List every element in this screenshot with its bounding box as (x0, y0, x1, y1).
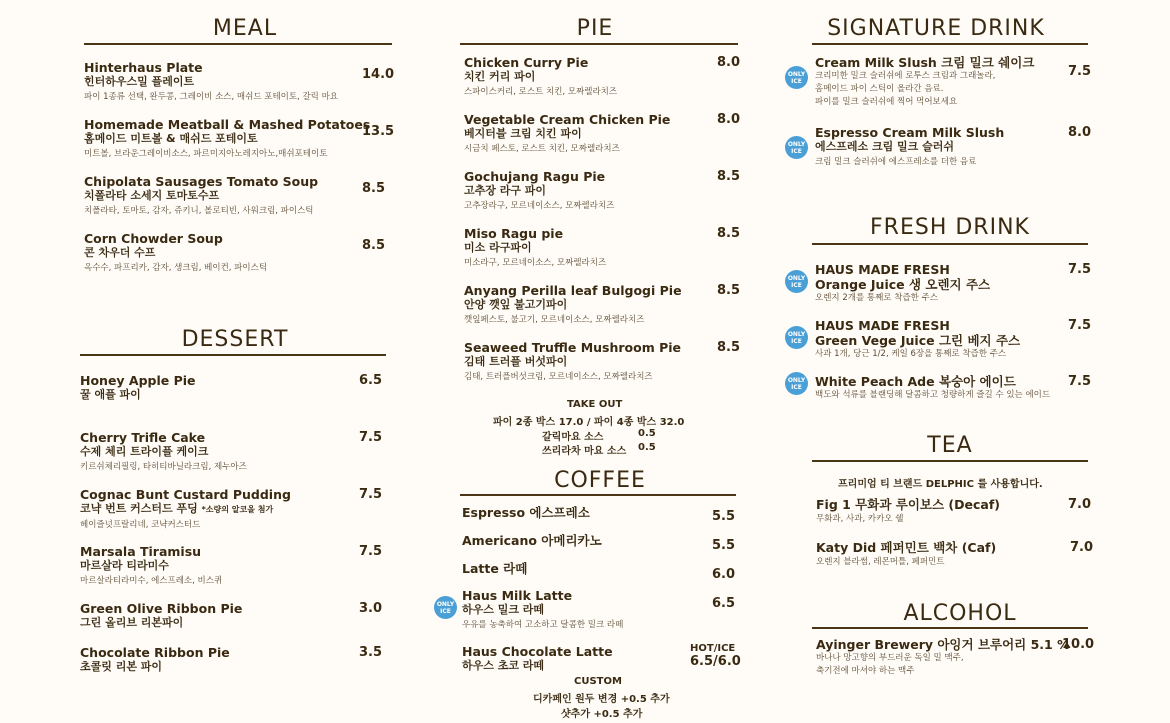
item-price: 6.5 (712, 596, 736, 611)
custom-line: 샷추가 +0.5 추가 (561, 709, 643, 720)
item-name-en: HAUS MADE FRESH (815, 318, 950, 333)
item-name-ko: 미소 라구파이 (464, 241, 532, 254)
item-name-en: Miso Ragu pie (464, 226, 564, 241)
menu-item[interactable] (815, 374, 1050, 402)
section-rule (80, 354, 386, 356)
item-price: 5.5 (712, 509, 736, 524)
item-name-en: Chipolata Sausages Tomato Soup (84, 174, 319, 189)
menu-item[interactable] (464, 55, 617, 99)
item-price: 8.5 (717, 340, 741, 355)
coffee-item[interactable]: Americano 아메리카노 (462, 533, 602, 548)
only-ice-badge: ONLY ICE (785, 326, 808, 349)
item-desc: 고추장라구, 모르네이소스, 모짜렐라치즈 (464, 201, 615, 211)
section-rule (84, 43, 392, 45)
item-name-ko: 마르살라 티라미수 (80, 559, 169, 572)
menu-item[interactable] (84, 231, 267, 275)
item-desc: 깻잎페스토, 불고기, 모르네이소스, 모짜렐라치즈 (464, 315, 645, 325)
item-name: White Peach Ade 복숭아 에이드 (815, 374, 1016, 389)
item-price: 7.0 (1068, 497, 1092, 512)
item-desc: 크리미한 밀크 슬러쉬에 로투스 크림과 그래놀라, (815, 71, 996, 81)
item-name-en: Hinterhaus Plate (84, 60, 203, 75)
item-price: 13.5 (362, 124, 395, 139)
item-desc: 파이를 밀크 슬러쉬에 찍어 먹어보세요 (815, 97, 958, 107)
item-name-ko: Green Vege Juice 그린 베지 주스 (815, 333, 1021, 348)
item-price: 8.0 (1068, 125, 1092, 140)
item-price: 10.0 (1062, 637, 1095, 652)
item-name-ko: Orange Juice 생 오렌지 주스 (815, 277, 991, 292)
item-name-en: Haus Milk Latte (462, 588, 573, 603)
tea-brand-note: 프리미엄 티 브랜드 DELPHIC 를 사용합니다. (838, 479, 1043, 490)
section-title-fresh: FRESH DRINK (870, 215, 1030, 240)
custom-line: 디카페인 원두 변경 +0.5 추가 (533, 694, 670, 705)
item-name-ko: 하우스 밀크 라떼 (462, 603, 545, 616)
item-price: 7.5 (359, 487, 383, 502)
item-name-ko: 치킨 커리 파이 (464, 70, 536, 83)
item-name-en: Cherry Trifle Cake (80, 430, 206, 445)
menu-item[interactable] (80, 645, 230, 674)
menu-item[interactable] (464, 112, 670, 156)
item-name-en: Honey Apple Pie (80, 373, 196, 388)
alcohol-note: *소량의 알코올 첨가 (201, 505, 274, 514)
item-name-en: Chicken Curry Pie (464, 55, 589, 70)
item-name-en: Seaweed Truffle Mushroom Pie (464, 340, 682, 355)
item-price: 7.5 (1068, 262, 1092, 277)
item-price: 8.5 (717, 226, 741, 241)
item-price: 8.5 (717, 169, 741, 184)
section-rule (460, 494, 736, 496)
item-name-ko: 수제 체리 트라이플 케이크 (80, 445, 209, 458)
item-name-ko: 김태 트러플 버섯파이 (464, 355, 568, 368)
item-price: 8.0 (717, 112, 741, 127)
item-name-ko-text: 코냑 번트 커스터드 푸딩 (80, 502, 198, 515)
item-name-ko: 꿀 애플 파이 (80, 388, 141, 401)
item-desc: 크림 밀크 슬러쉬에 에스프레소를 더한 음료 (815, 157, 977, 167)
item-name-en: Homemade Meatball & Mashed Potatoes (84, 117, 371, 132)
item-name-ko (80, 502, 291, 517)
item-name-en: Anyang Perilla leaf Bulgogi Pie (464, 283, 682, 298)
takeout-sauce-price: 0.5 (638, 428, 656, 439)
item-desc: 김태, 트러플버섯크림, 모르네이소스, 모짜렐라치즈 (464, 372, 653, 382)
item-desc: 홈메이드 파이 스틱이 올라간 음료. (815, 84, 944, 94)
item-name: Katy Did 페퍼민트 백차 (Caf) (816, 540, 997, 555)
only-ice-badge: ONLY ICE (434, 596, 457, 619)
item-name: Ayinger Brewery 아잉거 브루어리 5.1 % (816, 637, 1070, 652)
menu-item[interactable] (816, 637, 1070, 678)
item-desc: 치폴라타, 토마토, 감자, 쥬키니, 볼로티빈, 사워크림, 파이스틱 (84, 206, 314, 216)
item-name-en: Gochujang Ragu Pie (464, 169, 606, 184)
item-desc: 파이 1종류 선택, 완두콩, 그레이비 소스, 매쉬드 포테이토, 갈릭 마요 (84, 92, 339, 102)
section-rule (812, 243, 1088, 245)
section-title-pie: PIE (576, 16, 614, 41)
only-ice-badge: ONLY ICE (785, 270, 808, 293)
coffee-item[interactable]: Latte 라떼 (462, 561, 528, 576)
coffee-item[interactable] (462, 644, 613, 673)
menu-item[interactable] (816, 540, 996, 569)
item-price: 6.5/6.0 (690, 654, 741, 669)
takeout-box-prices: 파이 2종 박스 17.0 / 파이 4종 박스 32.0 (493, 417, 685, 428)
item-name: Cream Milk Slush 크림 밀크 쉐이크 (815, 55, 1035, 70)
item-price: 7.5 (1068, 374, 1092, 389)
section-title-tea: TEA (927, 433, 973, 458)
item-desc: 헤이즐넛프랄리네, 코냑커스터드 (80, 520, 201, 530)
item-name-en: Vegetable Cream Chicken Pie (464, 112, 671, 127)
item-name-en: Green Olive Ribbon Pie (80, 601, 243, 616)
menu-item[interactable] (80, 487, 291, 532)
takeout-sauce-price: 0.5 (638, 442, 656, 453)
item-name-en: Espresso Cream Milk Slush (815, 125, 1005, 140)
section-title-dessert: DESSERT (181, 327, 289, 352)
item-price: 8.0 (717, 55, 741, 70)
section-rule (812, 627, 1088, 629)
section-rule (460, 43, 738, 45)
item-price: 8.5 (717, 283, 741, 298)
menu-item[interactable] (80, 430, 247, 474)
item-price: 3.0 (359, 601, 383, 616)
item-name-ko: 초콜릿 리본 파이 (80, 660, 163, 673)
item-name-en: Corn Chowder Soup (84, 231, 223, 246)
coffee-item[interactable]: Espresso 에스프레소 (462, 505, 590, 520)
takeout-title: TAKE OUT (567, 399, 623, 410)
item-name-ko: 에스프레소 크림 밀크 슬러쉬 (815, 140, 954, 153)
item-desc: 키르쉬체리필링, 타히티바닐라크림, 제누아즈 (80, 462, 247, 472)
item-name-ko: 베지터블 크림 치킨 파이 (464, 127, 582, 140)
item-price: 7.5 (359, 544, 383, 559)
item-price: 7.5 (359, 430, 383, 445)
item-price: 7.5 (1068, 64, 1092, 79)
item-price: 6.5 (359, 373, 383, 388)
menu-item[interactable] (816, 497, 1000, 526)
item-price: 7.0 (1070, 540, 1094, 555)
item-name-en: Chocolate Ribbon Pie (80, 645, 230, 660)
item-desc: 스파이스커리, 로스트 치킨, 모짜렐라치즈 (464, 87, 618, 97)
menu-item[interactable] (84, 117, 370, 161)
menu-item[interactable] (84, 60, 338, 104)
item-name-en: Cognac Bunt Custard Pudding (80, 487, 291, 502)
item-price: 7.5 (1068, 318, 1092, 333)
section-title-signature: SIGNATURE DRINK (827, 16, 1045, 41)
item-price: 6.0 (712, 567, 736, 582)
item-price: 3.5 (359, 645, 383, 660)
item-desc: 축기전에 마셔야 하는 맥주 (816, 666, 915, 676)
menu-item[interactable] (80, 544, 222, 588)
item-name-ko: 하우스 초코 라떼 (462, 659, 545, 672)
only-ice-badge: ONLY ICE (785, 66, 808, 89)
item-name-ko: 안양 깻잎 불고기파이 (464, 298, 568, 311)
section-title-coffee: COFFEE (554, 468, 646, 493)
item-name: Fig 1 무화과 루이보스 (Decaf) (816, 497, 1000, 512)
item-name-ko: 고추장 라구 파이 (464, 184, 547, 197)
item-desc: 시금치 페스토, 로스트 치킨, 모짜렐라치즈 (464, 144, 620, 154)
item-name-ko: 콘 차우더 수프 (84, 246, 156, 259)
item-name-ko: 홈메이드 미트볼 & 매쉬드 포테이토 (84, 132, 258, 145)
item-desc: 사과 1개, 당근 1/2, 케일 6장을 통째로 착즙한 주스 (815, 349, 1007, 359)
item-name-ko: 그린 올리브 리본파이 (80, 616, 184, 629)
item-desc: 오렌지 블라썸, 레몬머틀, 페퍼민트 (816, 557, 945, 567)
item-desc: 미소라구, 모르네이소스, 모짜렐라치즈 (464, 258, 607, 268)
item-name-en: Haus Chocolate Latte (462, 644, 613, 659)
item-desc: 옥수수, 파프리카, 감자, 생크림, 베이컨, 파이스틱 (84, 263, 268, 273)
item-desc: 마르살라티라미수, 에스프레소, 비스퀴 (80, 576, 223, 586)
menu-item[interactable] (80, 601, 242, 630)
menu-item[interactable] (815, 125, 1004, 169)
item-desc: 오렌지 2개를 통째로 착즙한 주스 (815, 293, 938, 303)
menu-item[interactable] (815, 55, 1034, 109)
menu-item[interactable] (464, 283, 682, 327)
menu-item[interactable] (80, 373, 196, 402)
item-name-ko: 힌터하우스밀 플레이트 (84, 75, 195, 88)
item-desc: 백도와 석류를 블랜딩해 달콤하고 청량하게 즐길 수 있는 에이드 (815, 390, 1051, 400)
item-name-ko: 치폴라타 소세지 토마토수프 (84, 189, 220, 202)
only-ice-badge: ONLY ICE (785, 372, 808, 395)
takeout-sauce-label: 쓰리라차 마요 소스 (542, 446, 627, 457)
menu-item[interactable] (84, 174, 318, 218)
item-name-en: HAUS MADE FRESH (815, 262, 950, 277)
item-name-en: Marsala Tiramisu (80, 544, 202, 559)
item-price: 5.5 (712, 538, 736, 553)
item-price: 14.0 (362, 67, 395, 82)
item-desc: 무화과, 사과, 카카오 쉘 (816, 514, 904, 524)
section-rule (812, 43, 1088, 45)
section-rule (812, 460, 1088, 462)
menu-item[interactable] (464, 169, 614, 213)
item-desc: 우유를 농축하여 고소하고 달콤한 밀크 라떼 (462, 620, 624, 630)
coffee-item[interactable] (462, 588, 623, 632)
section-title-meal: MEAL (212, 16, 278, 41)
item-desc: 바나나 망고향의 부드러운 독일 밀 맥주, (816, 653, 964, 663)
menu-item[interactable] (815, 318, 1020, 361)
only-ice-badge: ONLY ICE (785, 136, 808, 159)
menu-item[interactable] (464, 340, 681, 384)
custom-title: CUSTOM (574, 676, 622, 687)
item-desc: 미트볼, 브라운그레이비소스, 파르미지아노레지아노,매쉬포테이토 (84, 149, 328, 159)
section-title-alcohol: ALCOHOL (903, 601, 1017, 626)
menu-item[interactable] (464, 226, 606, 270)
menu-item[interactable] (815, 262, 990, 305)
takeout-sauce-label: 갈릭마요 소스 (542, 432, 604, 443)
hot-ice-label: HOT/ICE (690, 643, 736, 654)
item-price: 8.5 (362, 238, 386, 253)
item-price: 8.5 (362, 181, 386, 196)
